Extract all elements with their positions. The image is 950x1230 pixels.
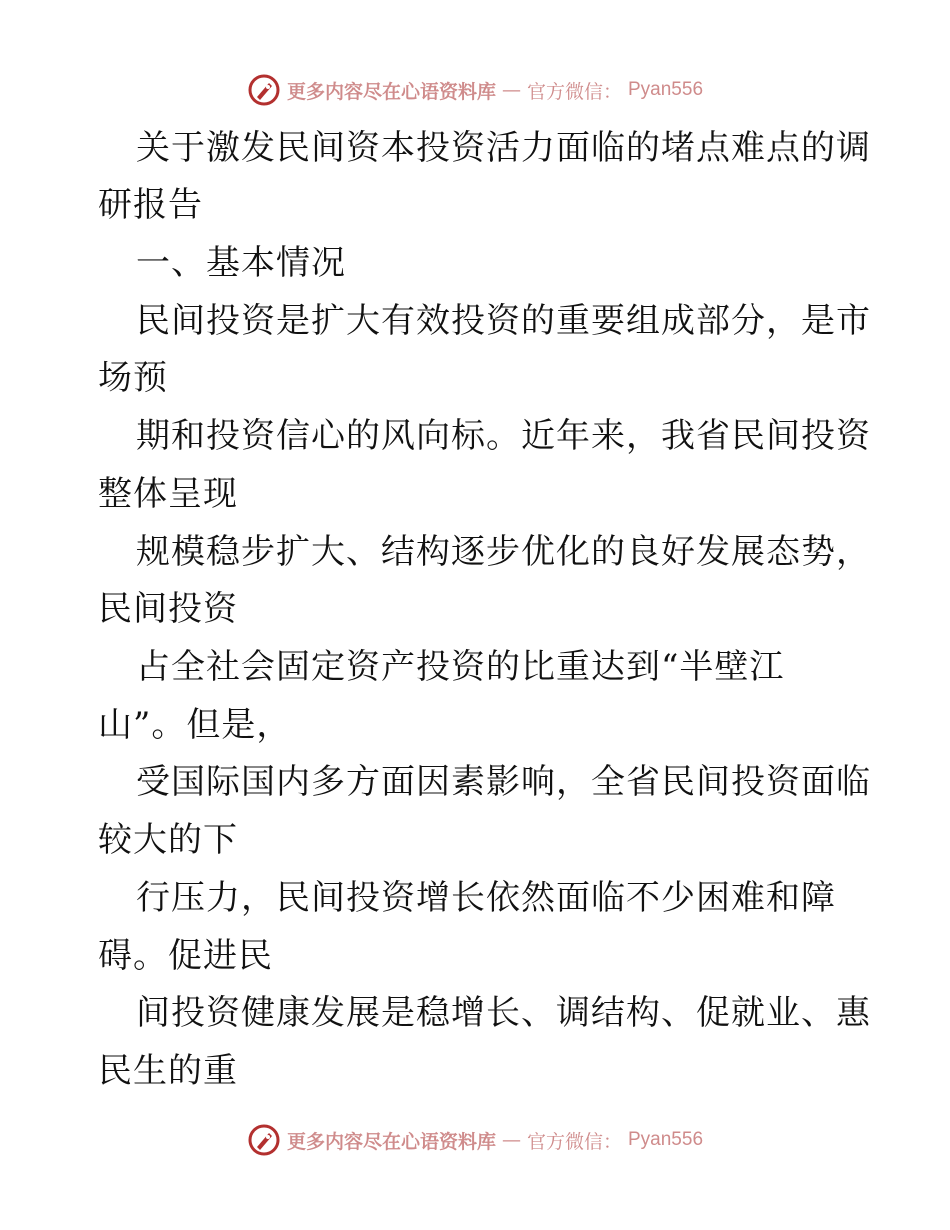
header-wechat-label: 官方微信： xyxy=(526,80,622,103)
paragraph-line: 民生的重 xyxy=(98,1051,238,1091)
paragraph-line: 民间投资 xyxy=(98,589,238,629)
paragraph-line: 山”。但是， xyxy=(98,705,292,745)
pen-nib-logo-icon xyxy=(247,1123,281,1157)
paragraph-line: 间投资健康发展是稳增长、调结构、促就业、惠 xyxy=(136,993,871,1033)
paragraph-line: 期和投资信心的风向标。近年来，我省民间投资 xyxy=(136,416,871,456)
paragraph-line: 行压力，民间投资增长依然面临不少困难和障 xyxy=(136,878,836,918)
document-title-line-2: 研报告 xyxy=(98,185,203,225)
section-heading: 一、基本情况 xyxy=(136,243,346,283)
document-title-line-1: 关于激发民间资本投资活力面临的堵点难点的调 xyxy=(136,128,871,168)
footer-wechat-id: Pyan556 xyxy=(628,1129,704,1150)
paragraph-line: 整体呈现 xyxy=(98,474,238,514)
page-footer xyxy=(0,1120,950,1160)
paragraph-line: 碍。促进民 xyxy=(98,936,273,976)
footer-wechat-label: 官方微信： xyxy=(526,1130,622,1153)
footer-banner xyxy=(247,1123,703,1157)
footer-banner-title: 更多内容尽在心语资料库 xyxy=(286,1130,496,1153)
header-wechat-id: Pyan556 xyxy=(628,79,704,100)
header-banner-separator: — xyxy=(501,79,521,101)
pen-nib-logo-icon xyxy=(247,73,281,107)
paragraph-line: 规模稳步扩大、结构逐步优化的良好发展态势， xyxy=(136,532,871,572)
paragraph-line: 较大的下 xyxy=(98,820,238,860)
page-header xyxy=(0,70,950,110)
paragraph-line: 场预 xyxy=(98,358,168,398)
header-banner-title: 更多内容尽在心语资料库 xyxy=(286,80,496,103)
footer-banner-separator: — xyxy=(501,1129,521,1151)
paragraph-line: 占全社会固定资产投资的比重达到“半壁江 xyxy=(136,647,785,687)
paragraph-line: 民间投资是扩大有效投资的重要组成部分，是市 xyxy=(136,301,871,341)
header-banner xyxy=(247,73,703,107)
paragraph-line: 受国际国内多方面因素影响，全省民间投资面临 xyxy=(136,762,871,802)
